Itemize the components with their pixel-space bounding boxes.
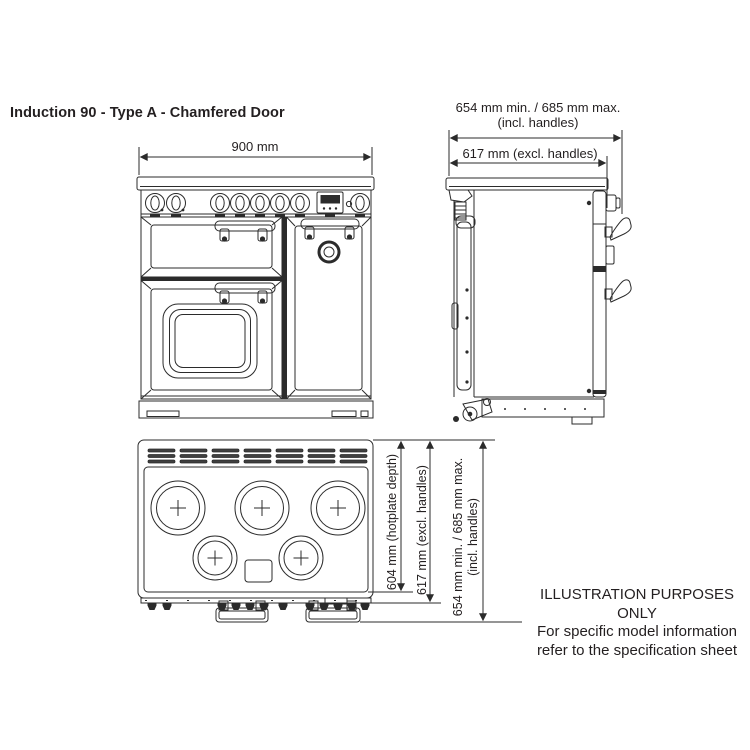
vent-slats bbox=[148, 449, 367, 463]
cooking-zone bbox=[193, 536, 237, 580]
control-knob bbox=[211, 194, 230, 213]
side-depth-incl-label bbox=[448, 100, 628, 130]
front-view-drawing bbox=[137, 147, 374, 418]
side-knob bbox=[606, 195, 620, 211]
right-oven-door bbox=[287, 217, 372, 399]
top-depth-excl-label: 617 mm (excl. handles) bbox=[415, 465, 429, 595]
main-oven-handle bbox=[215, 283, 275, 304]
control-knob bbox=[251, 194, 270, 213]
control-knob bbox=[291, 194, 310, 213]
cooking-zone bbox=[235, 481, 289, 535]
cooker-body-top bbox=[138, 440, 373, 598]
disclaimer-line-2: For specific model information bbox=[536, 623, 738, 640]
door-emblem bbox=[319, 242, 339, 262]
leveling-foot bbox=[572, 417, 592, 424]
top-depth-incl-value: 654 mm min. / 685 mm max. bbox=[451, 457, 465, 617]
dimension-depth-incl bbox=[449, 130, 622, 214]
door-divider bbox=[282, 217, 287, 399]
side-depth-incl-note: (incl. handles) bbox=[497, 115, 579, 130]
side-depth-incl-value: 654 mm min. / 685 mm max. bbox=[455, 100, 621, 115]
door-divider-horizontal bbox=[141, 277, 282, 281]
clock-display bbox=[317, 192, 343, 213]
main-oven-door bbox=[141, 281, 282, 400]
width-dim-label: 900 mm bbox=[231, 139, 279, 154]
worktop-front bbox=[137, 177, 374, 190]
oven-door-window bbox=[163, 304, 257, 378]
door-handle-top-view-right bbox=[306, 598, 360, 622]
cooker-body-side bbox=[474, 190, 606, 397]
cooking-zone bbox=[279, 536, 323, 580]
control-knob bbox=[271, 194, 290, 213]
caster-wheel bbox=[453, 399, 492, 423]
side-view-drawing bbox=[446, 130, 631, 424]
base-side bbox=[482, 399, 604, 424]
top-depth-incl-label bbox=[451, 442, 481, 632]
side-door-handle-bottom bbox=[605, 280, 631, 302]
disclaimer-line-1: ILLUSTRATION PURPOSES ONLY bbox=[540, 586, 734, 622]
side-mid-knob bbox=[606, 246, 614, 264]
control-knob bbox=[351, 194, 370, 213]
top-depth-incl-note: (incl. handles) bbox=[466, 498, 480, 576]
side-door-handle-top bbox=[605, 218, 631, 240]
right-door-handle bbox=[301, 219, 359, 240]
cooking-zone bbox=[151, 481, 205, 535]
page-title: Induction 90 - Type A - Chamfered Door bbox=[10, 105, 285, 121]
disclaimer-text bbox=[527, 586, 747, 660]
cooking-zone bbox=[311, 481, 365, 535]
rear-panel-side bbox=[449, 190, 475, 397]
side-depth-excl-label: 617 mm (excl. handles) bbox=[462, 146, 598, 161]
grill-door bbox=[141, 217, 282, 277]
grill-door-handle bbox=[215, 221, 275, 242]
disclaimer-line-3: refer to the specification sheet bbox=[536, 641, 738, 659]
hotplate-depth-label: 604 mm (hotplate depth) bbox=[385, 453, 399, 591]
hob-control-zone bbox=[245, 560, 272, 582]
cooking-zones bbox=[151, 481, 365, 580]
control-panel bbox=[141, 192, 371, 217]
control-knob bbox=[231, 194, 250, 213]
worktop-side bbox=[446, 178, 608, 190]
